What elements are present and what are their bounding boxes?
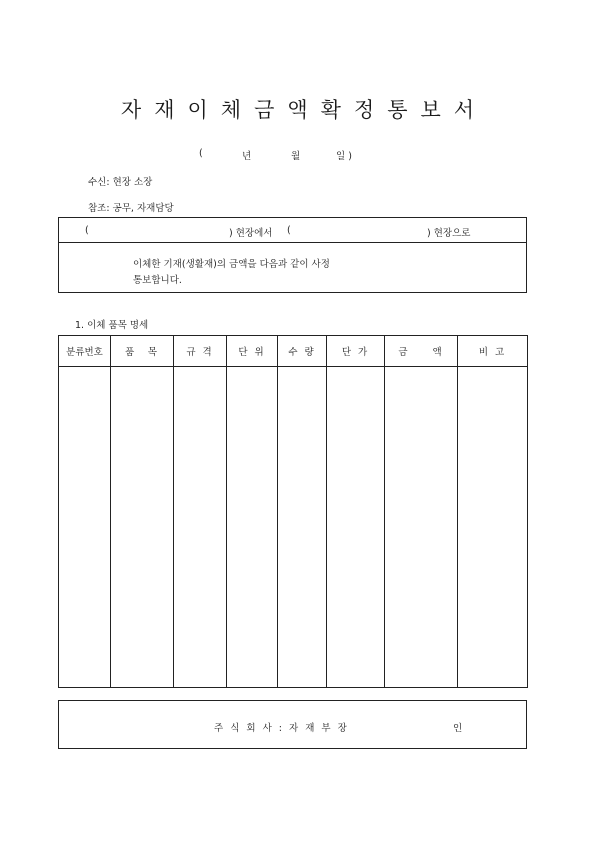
date-day-label: 일 ) [336,151,352,162]
table-row [59,367,528,688]
table-cell [458,367,528,688]
company-materials-manager-label: 주 식 회 사 : 자 재 부 장 [214,723,349,734]
notice-body-line-1: 이체한 기재(생활재)의 금액을 다음과 같이 사정 [133,259,330,270]
items-section-title: 1. 이체 품목 명세 [75,320,149,331]
table-cell [111,367,174,688]
column-header-category-no: 분류번호 [59,336,111,367]
from-site-open-paren: ( [85,225,89,236]
table-cell [327,367,385,688]
transfer-items-table [58,335,528,688]
to-site-label: ) 현장으로 [427,228,471,239]
recipient-line: 수신: 현장 소장 [88,177,153,188]
table-cell [59,367,111,688]
notice-body-line-2: 통보합니다. [133,275,182,286]
signature-box [58,700,527,749]
table-cell [385,367,458,688]
column-header-spec: 규 격 [174,336,227,367]
column-header-item: 품 목 [111,336,174,367]
column-header-amount: 금 액 [385,336,458,367]
notice-divider [59,242,526,243]
seal-mark: 인 [453,723,465,734]
date-open-paren: ( [199,148,203,159]
table-cell [227,367,278,688]
date-year-label: 년 [242,151,252,162]
table-cell [174,367,227,688]
reference-line: 참조: 공무, 자재담당 [88,203,174,214]
from-site-label: ) 현장에서 [229,228,273,239]
column-header-unit-price: 단 가 [327,336,385,367]
table-header-row [59,336,528,367]
table-cell [278,367,327,688]
column-header-quantity: 수 량 [278,336,327,367]
transfer-notice-box [58,217,527,293]
column-header-remarks: 비 고 [458,336,528,367]
document-title: 자재이체금액확정통보서 [120,98,488,122]
column-header-unit: 단 위 [227,336,278,367]
to-site-open-paren: ( [287,225,291,236]
date-month-label: 월 [291,151,301,162]
